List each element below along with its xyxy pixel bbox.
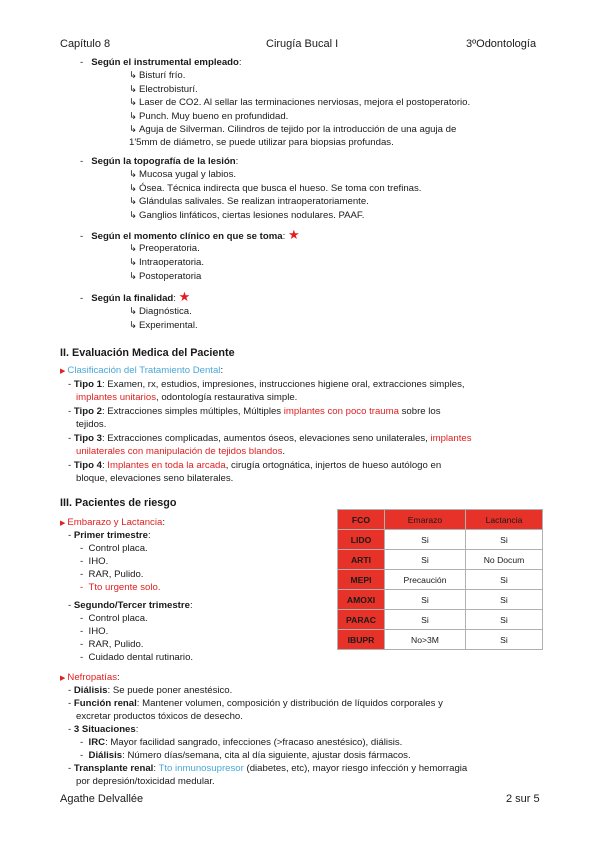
instrumental-item-3: ↳ Laser de CO2. Al sellar las terminaciones nerviosas, mejora el postoperatorio. — [129, 97, 471, 108]
primer-trimestre: - Primer trimestre: — [68, 530, 151, 541]
momento-item-1: ↳ Preoperatoria. — [129, 243, 200, 254]
primer-item-1: - Control placa. — [80, 543, 148, 554]
tipo-3: - Tipo 3: Extracciones complicadas, aumentos óseos, elevaciones seno unilaterales, implantes — [68, 433, 472, 444]
section-iii-title: III. Pacientes de riesgo — [60, 497, 177, 509]
table-cell: Si — [385, 530, 466, 550]
tipo-2: - Tipo 2: Extracciones simples múltiples, Múltiples implantes con poco trauma sobre los — [68, 406, 441, 417]
topografia-item-4: ↳ Ganglios linfáticos, ciertas lesiones nodulares. PAAF. — [129, 210, 365, 221]
table-cell: Si — [466, 630, 543, 650]
table-cell-drug: IBUPR — [338, 630, 385, 650]
tipo-4: - Tipo 4: Implantes en toda la arcada, cirugía ortognática, injertos de hueso autólogo en — [68, 460, 442, 471]
tipo-4-cont: bloque, elevaciones seno bilaterales. — [76, 473, 234, 484]
tipo-1-cont: implantes unitarios, odontología restaurativa simple. — [76, 392, 298, 403]
table-header-row — [338, 510, 543, 530]
situaciones-line: - 3 Situaciones: — [68, 724, 139, 735]
segundo-item-4: - Cuidado dental rutinario. — [80, 652, 194, 663]
finalidad-item-1: ↳ Diagnóstica. — [129, 306, 192, 317]
table-cell: Si — [385, 590, 466, 610]
table-header-fco: FCO — [338, 510, 385, 530]
embarazo-heading: ▶ Embarazo y Lactancia: — [60, 517, 165, 528]
footer-page-number: 2 sur 5 — [506, 793, 540, 805]
table-row — [338, 530, 543, 550]
table-row — [338, 570, 543, 590]
irc-line: - IRC: Mayor facilidad sangrado, infecciones (>fracaso anestésico), diálisis. — [80, 737, 403, 748]
table-cell: No>3M — [385, 630, 466, 650]
triangle-bullet-icon: ▶ — [60, 520, 66, 527]
header-year: 3ºOdontología — [466, 38, 537, 50]
topografia-item-2: ↳ Ósea. Técnica indirecta que busca el hueso. Se toma con trefinas. — [129, 183, 422, 194]
table-row — [338, 590, 543, 610]
table-row — [338, 550, 543, 570]
table-cell: Precaución — [385, 570, 466, 590]
topografia-heading: - Según la topografía de la lesión: — [80, 156, 239, 167]
table-cell-drug: MEPI — [338, 570, 385, 590]
table-cell: Si — [385, 550, 466, 570]
star-icon: ★ — [178, 289, 191, 304]
star-icon: ★ — [287, 227, 300, 242]
topografia-item-3: ↳ Glándulas salivales. Se realizan intraoperatoriamente. — [129, 196, 369, 207]
dialisis-line: - Diálisis: Se puede poner anestésico. — [68, 685, 233, 696]
header-course: Cirugía Bucal I — [266, 38, 339, 50]
segundo-trimestre: - Segundo/Tercer trimestre: — [68, 600, 193, 611]
instrumental-item-4: ↳ Punch. Muy bueno en profundidad. — [129, 111, 289, 122]
table-cell: No Docum — [466, 550, 543, 570]
topografia-item-1: ↳ Mucosa yugal y labios. — [129, 169, 237, 180]
funcion-renal-cont: excretar productos tóxicos de desecho. — [76, 711, 243, 722]
table-cell: Si — [466, 590, 543, 610]
momento-item-2: ↳ Intraoperatoria. — [129, 257, 205, 268]
table-cell: Si — [385, 610, 466, 630]
primer-item-urgent: - Tto urgente solo. — [80, 582, 161, 593]
segundo-item-3: - RAR, Pulido. — [80, 639, 144, 650]
clasificacion-heading: ▶ Clasificación del Tratamiento Dental: — [60, 365, 224, 376]
tipo-1: - Tipo 1: Examen, rx, estudios, impresiones, instrucciones higiene oral, extracciones simples, — [68, 379, 465, 390]
momento-item-3: ↳ Postoperatoria — [129, 271, 202, 282]
nefropatias-heading: ▶ Nefropatías: — [60, 672, 120, 683]
table-cell: Si — [466, 570, 543, 590]
instrumental-item-5-cont: 1'5mm de diámetro, se puede utilizar para biopsias profundas. — [129, 137, 394, 148]
momento-heading: - Según el momento clínico en que se toma: ★ — [80, 227, 300, 242]
table-row — [338, 610, 543, 630]
funcion-renal-line: - Función renal: Mantener volumen, composición y distribución de líquidos corporales y — [68, 698, 443, 709]
triangle-bullet-icon: ▶ — [60, 675, 66, 682]
tipo-2-cont: tejidos. — [76, 419, 107, 430]
table-row — [338, 630, 543, 650]
primer-item-3: - RAR, Pulido. — [80, 569, 144, 580]
trasplante-line: - Transplante renal: Tto inmunosupresor (diabetes, etc), mayor riesgo infección y hemorragia — [68, 763, 468, 774]
table-cell-drug: LIDO — [338, 530, 385, 550]
section-ii-title: II. Evaluación Medica del Paciente — [60, 347, 235, 359]
table-cell: Si — [466, 530, 543, 550]
instrumental-heading: - Según el instrumental empleado: — [80, 57, 242, 68]
tipo-3-cont: unilaterales con manipulación de tejidos blandos. — [76, 446, 286, 457]
table-cell: Si — [466, 610, 543, 630]
table-cell-drug: PARAC — [338, 610, 385, 630]
instrumental-item-2: ↳ Electrobisturí. — [129, 84, 198, 95]
primer-item-2: - IHO. — [80, 556, 109, 567]
footer-author: Agathe Delvallée — [60, 793, 144, 805]
segundo-item-1: - Control placa. — [80, 613, 148, 624]
segundo-item-2: - IHO. — [80, 626, 109, 637]
instrumental-item-5: ↳ Aguja de Silverman. Cilindros de tejido por la introducción de una aguja de — [129, 124, 457, 135]
trasplante-cont: por depresión/toxicidad medular. — [76, 776, 215, 787]
table-cell-drug: AMOXI — [338, 590, 385, 610]
table-cell-drug: ARTI — [338, 550, 385, 570]
header-chapter: Capítulo 8 — [60, 38, 111, 50]
table-header-lactancia: Lactancia — [466, 510, 543, 530]
dialisis-2-line: - Diálisis: Número días/semana, cita al día siguiente, ajustar dosis fármacos. — [80, 750, 411, 761]
triangle-bullet-icon: ▶ — [60, 368, 66, 375]
finalidad-heading: - Según la finalidad: ★ — [80, 289, 191, 304]
finalidad-item-2: ↳ Experimental. — [129, 320, 198, 331]
table-header-embarazo: Emarazo — [385, 510, 466, 530]
instrumental-item-1: ↳ Bisturí frío. — [129, 70, 186, 81]
risk-table — [337, 509, 543, 650]
